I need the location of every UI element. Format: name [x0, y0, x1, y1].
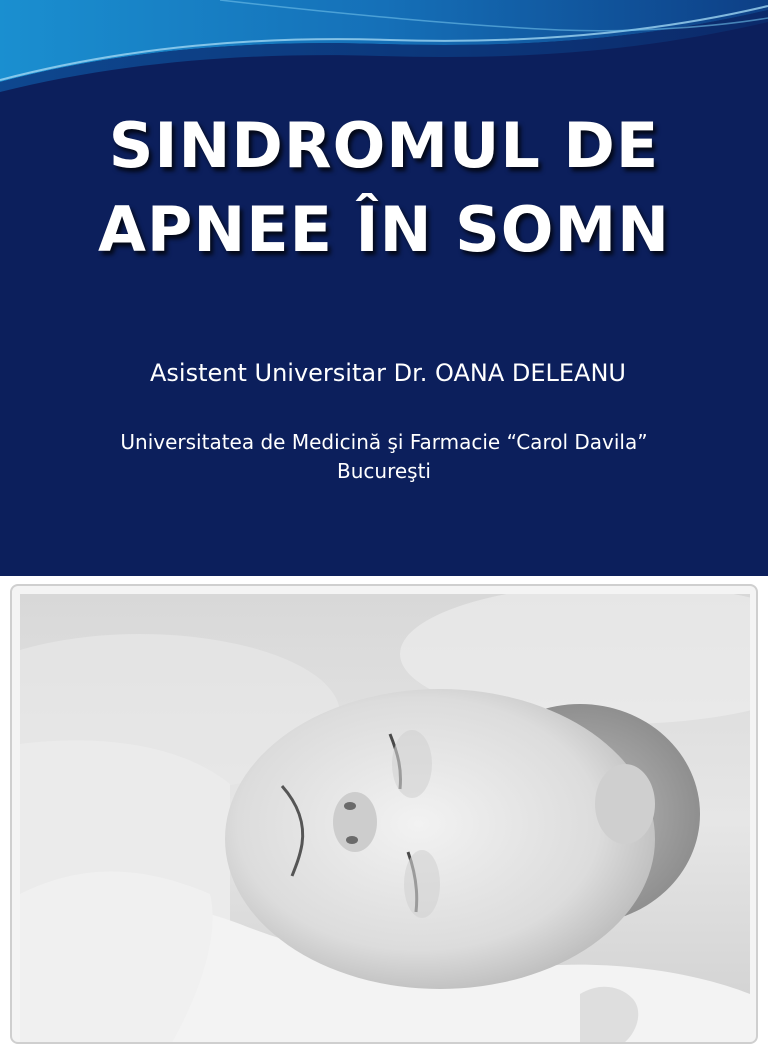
sleeping-baby-illustration: [20, 594, 750, 1044]
affiliation-line-1: Universitatea de Medicină şi Farmacie “Carol Davila”: [120, 430, 648, 454]
photo-frame: [10, 584, 758, 1044]
slide-title-line-1: SINDROMUL DE: [108, 109, 660, 182]
affiliation: [0, 428, 768, 486]
affiliation-line-2: Bucureşti: [337, 459, 431, 483]
wave-decoration: [0, 0, 768, 100]
sleeping-baby-photo: [20, 594, 750, 1044]
slide-title: [0, 104, 768, 272]
slide-title-line-2: APNEE ÎN SOMN: [97, 193, 671, 266]
author-name: Asistent Universitar Dr. OANA DELEANU: [150, 359, 626, 387]
